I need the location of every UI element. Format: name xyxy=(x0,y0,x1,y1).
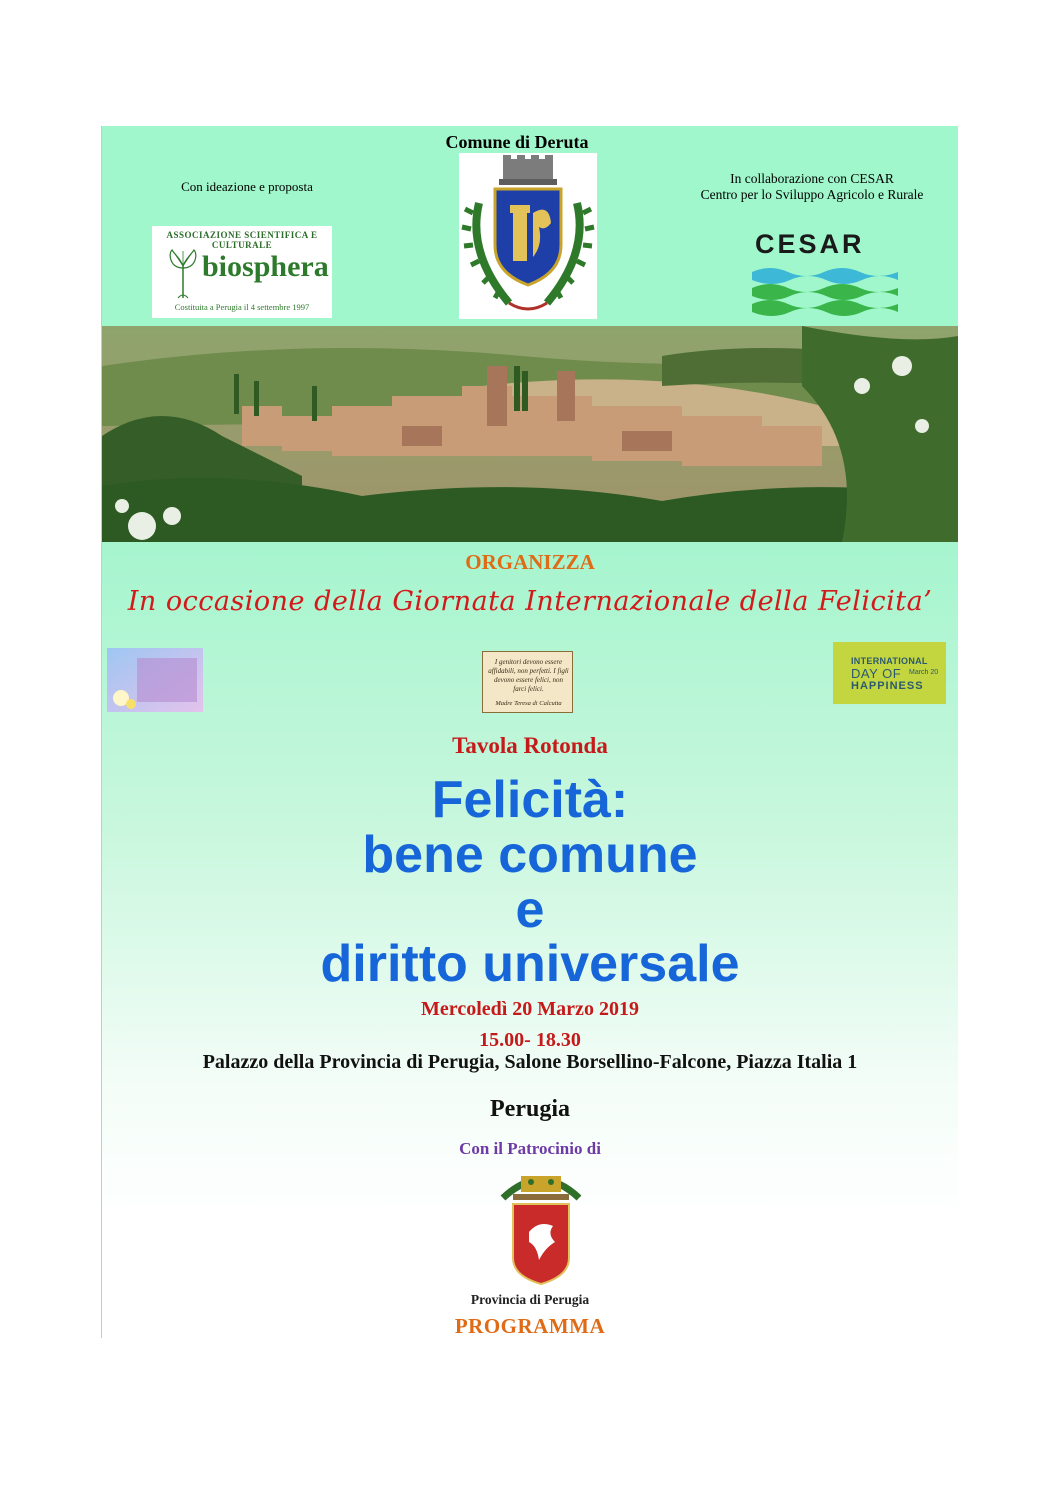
tavola-rotonda-label: Tavola Rotonda xyxy=(452,733,608,758)
title-line-4: diritto universale xyxy=(320,935,740,993)
quote-text: I genitori devono essere affidabili, non perfetti. I figli devono essere felici, non farci felici. xyxy=(488,658,569,693)
provincia-label: Provincia di Perugia xyxy=(470,1292,590,1307)
programma-heading: PROGRAMMA xyxy=(454,1314,606,1338)
event-time: 15.00- 18.30 xyxy=(479,1029,581,1051)
event-city: Perugia xyxy=(490,1096,570,1122)
coat-of-arms-icon xyxy=(459,153,597,319)
biosphera-association: ASSOCIAZIONE SCIENTIFICA E CULTURALE xyxy=(166,230,318,250)
cesar-name: CESAR xyxy=(755,229,865,259)
provincia-perugia-coat-of-arms xyxy=(495,1168,587,1288)
event-venue: Palazzo della Provincia di Perugia, Salone Borsellino-Falcone, Piazza Italia 1 xyxy=(202,1051,858,1073)
landscape-image xyxy=(102,326,958,542)
deruta-landscape-photo xyxy=(102,326,958,542)
waves-icon xyxy=(752,266,902,316)
occasione-subtitle: In occasione della Giornata Internazionale della Felicita’ xyxy=(127,586,933,617)
collaborazione-line-1: In collaborazione con CESAR xyxy=(730,171,894,186)
happiness-line-1: INTERNATIONAL xyxy=(851,656,928,666)
event-poster xyxy=(101,126,958,1338)
biosphera-logo xyxy=(152,226,332,318)
madre-teresa-quote-card xyxy=(482,651,573,713)
title-line-2: bene comune xyxy=(362,826,698,884)
biosphera-name: biosphera xyxy=(202,250,329,283)
provincia-crest-icon xyxy=(495,1168,587,1288)
patrocinio-label: Con il Patrocinio di xyxy=(459,1139,601,1158)
collaborazione-text xyxy=(672,171,952,203)
event-date: Mercoledì 20 Marzo 2019 xyxy=(421,998,639,1020)
quote-author: Madre Teresa di Calcutta xyxy=(495,700,562,707)
comune-title: Comune di Deruta xyxy=(445,132,589,152)
happiness-date: March 20 xyxy=(909,669,939,676)
international-day-happiness-card xyxy=(833,642,946,704)
deruta-coat-of-arms xyxy=(459,153,597,319)
flowers-image xyxy=(107,648,203,712)
happiness-line-3: HAPPINESS xyxy=(851,680,924,692)
cesar-logo xyxy=(750,226,910,321)
happiness-line-2: DAY OF xyxy=(851,666,902,681)
title-line-1: Felicità: xyxy=(431,771,629,829)
title-line-3: e xyxy=(515,881,545,939)
plant-icon xyxy=(166,248,200,300)
ideazione-label: Con ideazione e proposta xyxy=(181,179,313,194)
organizza-heading: ORGANIZZA xyxy=(465,550,595,574)
giornata-felicita-thumbnail xyxy=(107,648,203,712)
collaborazione-line-2: Centro per lo Sviluppo Agricolo e Rurale xyxy=(700,187,924,202)
biosphera-founded: Costituita a Perugia il 4 settembre 1997 xyxy=(174,302,310,312)
